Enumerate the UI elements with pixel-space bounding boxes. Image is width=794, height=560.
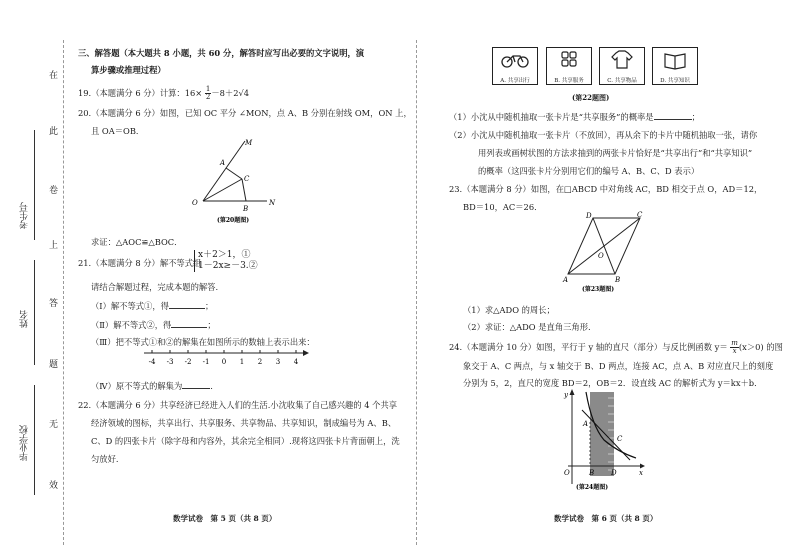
margin-char: 上 [49,241,59,251]
shirt-icon [600,48,644,72]
label-C: C [244,175,250,183]
card-a-label: A. 共享出行 [500,78,530,84]
label-B: B [615,276,621,284]
card-a [492,47,538,85]
left-footer: 数学试卷 第 5 页（共 8 页） [173,514,277,523]
q20-prove: 求证：△AOC≌△BOC． [91,237,183,247]
label-A: A [220,159,226,167]
q20-line2: 且 OA＝OB． [91,126,145,136]
label-x: x [639,469,643,477]
q22-sub2b: 用列表或画树状图的方法求抽到的两张卡片恰好是“共享出行”和“共享知识” [478,148,753,158]
q22-line2: 经济领域的图标，共享出行、共享服务、共享物品、共享知识，制成编号为 A、B、 [91,418,397,428]
exam-id-label: 考生号 [20,202,30,229]
label-O: O [192,199,198,207]
school-line [34,385,35,495]
number-line-tick-label: -1 [202,358,210,366]
margin-char: 此 [49,127,59,137]
margin-char: 无 [49,420,59,430]
q21-ineq1: x＋2＞1，① [198,250,251,260]
q22-sub1: （1）小沈从中随机抽取一张卡片是“共享服务”的概率是 ； [449,112,700,122]
section-title-cont: 算步骤或推理过程） [91,65,166,75]
q23-sub1: （1）求△ADO 的周长； [463,305,555,315]
q20-figure [185,135,285,225]
number-line [140,346,310,368]
number-line-tick-label: -3 [166,358,174,366]
q24-line3: 分别为 5，2，直尺的宽度 BD＝2，OB＝2．设直线 AC 的解析式为 y＝kx＋b． [463,378,763,388]
margin-char: 效 [49,481,59,491]
q21-step4: （Ⅳ）原不等式的解集为 . [91,381,213,391]
grid-icon [547,48,591,72]
q24-line2: 象交于 A、C 两点，与 x 轴交于 B、D 两点，连接 AC，点 A、B 对应直尺上的刻度 [463,361,774,371]
card-b-label: B. 共享服务 [554,78,584,84]
number-line-tick-label: 3 [275,358,281,366]
page-divider [416,40,417,545]
q24-figure [556,388,648,492]
name-line [34,260,35,365]
card-c-label: C. 共享物品 [607,78,637,84]
label-y: y [564,391,568,399]
q21-ineq2: 1－2x≥－3.② [198,261,258,271]
exam-id-line [34,130,35,240]
q22-caption: (第22题图) [572,93,610,102]
card-b [546,47,592,85]
number-line-tick-label: 2 [257,358,263,366]
bicycle-icon [493,48,537,72]
label-A: A [563,276,569,284]
label-D: D [611,469,617,477]
label-C: C [617,435,623,443]
number-line-tick-label: 0 [221,358,227,366]
q24-line1: 24.（本题满分 10 分）如图，平行于 y 轴的直尺（部分）与反比例函数 y＝ $\frac{m}{x}$ (x＞0) 的图 [449,339,783,355]
label-C: C [637,211,643,219]
q21-step2: （Ⅱ）解不等式②，得 ； [91,320,216,330]
q20-caption: (第20题图) [217,217,250,224]
section-title: 三、解答题（本大题共 8 小题，共 60 分，解答时应写出必要的文字说明，演 [78,48,365,58]
q23-line2: BD＝10，AC＝26． [463,202,543,212]
book-icon [653,48,697,72]
q24-caption: (第24题图) [576,484,609,491]
label-A: A [583,420,589,428]
margin-char: 题 [49,360,59,370]
q21-line2: 请结合解题过程，完成本题的解答. [91,282,219,292]
q19: 19.（本题满分 6 分）计算：16× $\frac{1}{2}$ －8＋2√4 [78,85,250,101]
q22-line4: 匀放好. [91,454,119,464]
number-line-tick-label: -4 [148,358,156,366]
card-d [652,47,698,85]
margin-dashed-line [63,40,64,545]
q22-sub2c: 的概率（这四张卡片分别用它们的编号 A、B、C、D 表示） [478,166,700,176]
label-O: O [564,469,570,477]
number-line-tick-label: 4 [293,358,299,366]
card-d-label: D. 共享知识 [660,78,690,84]
label-D: D [586,212,592,220]
q22-sub2a: （2）小沈从中随机抽取一张卡片（不放回），再从余下的卡片中随机抽取一张，请你 [449,130,758,140]
label-M: M [245,139,253,147]
q22-line1: 22.（本题满分 6 分）共享经济已经进入人们的生活.小沈收集了自己感兴趣的 4 个共享 [78,400,398,410]
margin-char: 卷 [49,186,59,196]
q21-step3: （Ⅲ）把不等式①和②的解集在如图所示的数轴上表示出来： [91,337,315,347]
q20-line1: 20.（本题满分 6 分）如图，已知 OC 平分 ∠MON，点 A、B 分别在射线 OM，ON 上， [78,108,412,118]
number-line-tick-label: -2 [184,358,192,366]
q23-caption: (第23题图) [582,286,615,293]
label-O: O [598,252,604,260]
q21-system [194,250,258,272]
q21-step1: （Ⅰ）解不等式①，得 ； [91,301,214,311]
name-label: 姓名 [20,310,30,328]
label-B: B [589,469,595,477]
card-c [599,47,645,85]
number-line-tick-label: 1 [239,358,245,366]
q22-line3: C、D 的四张卡片（除字母和内容外，其余完全相同）.现将这四张卡片背面朝上，洗 [91,436,400,446]
q23-figure [560,210,650,294]
q21-line1: 21.（本题满分 8 分）解不等式组 [78,258,202,268]
margin-char: 答 [49,299,59,309]
q23-sub2: （2）求证：△ADO 是直角三角形. [463,322,591,332]
label-N: N [269,199,276,207]
right-footer: 数学试卷 第 6 页（共 8 页） [554,514,658,523]
school-label: 毕业学校 [20,425,30,461]
label-B: B [243,205,249,213]
q23-line1: 23.（本题满分 8 分）如图，在□ABCD 中对角线 AC，BD 相交于点 O，AD＝12， [449,184,763,194]
margin-char: 在 [49,71,59,81]
